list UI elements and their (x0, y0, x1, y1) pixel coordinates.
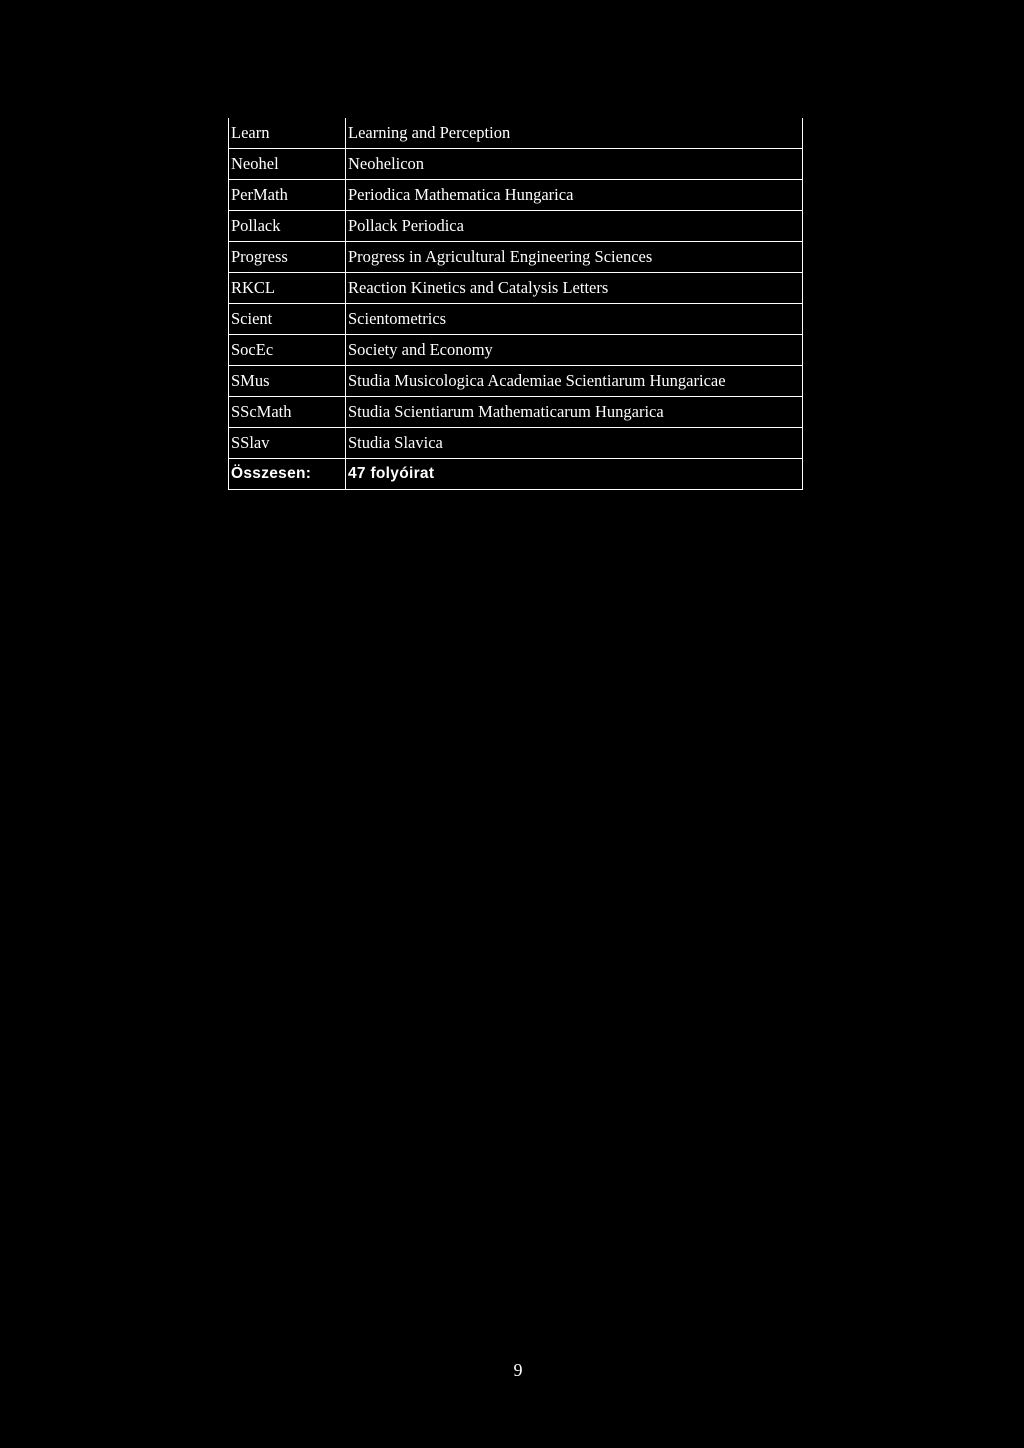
table-row (229, 180, 803, 211)
table-row (229, 149, 803, 180)
table-row (229, 242, 803, 273)
table-row (229, 304, 803, 335)
journal-abbreviation: Scient (229, 304, 346, 335)
table-row (229, 118, 803, 149)
journal-title: Society and Economy (346, 335, 803, 366)
journal-title: Studia Musicologica Academiae Scientiarum Hungaricae (346, 366, 803, 397)
table-row (229, 397, 803, 428)
table-row (229, 366, 803, 397)
total-row (229, 459, 803, 490)
journal-abbreviation: Pollack (229, 211, 346, 242)
table-row (229, 211, 803, 242)
table-row (229, 273, 803, 304)
journal-abbreviation: PerMath (229, 180, 346, 211)
journal-abbreviation: SMus (229, 366, 346, 397)
journal-table (228, 118, 803, 490)
total-label: Összesen: (229, 459, 346, 490)
journal-title: Scientometrics (346, 304, 803, 335)
table-row (229, 335, 803, 366)
journal-title: Neohelicon (346, 149, 803, 180)
journal-title: Periodica Mathematica Hungarica (346, 180, 803, 211)
page-number: 9 (513, 1360, 523, 1380)
table-row (229, 428, 803, 459)
total-value: 47 folyóirat (346, 459, 803, 490)
journal-abbreviation: Progress (229, 242, 346, 273)
journal-title: Studia Scientiarum Mathematicarum Hungarica (346, 397, 803, 428)
journal-title: Pollack Periodica (346, 211, 803, 242)
journal-title: Learning and Perception (346, 118, 803, 149)
journal-title: Reaction Kinetics and Catalysis Letters (346, 273, 803, 304)
journal-title: Progress in Agricultural Engineering Sciences (346, 242, 803, 273)
journal-abbreviation: SSlav (229, 428, 346, 459)
journal-abbreviation: RKCL (229, 273, 346, 304)
journal-title: Studia Slavica (346, 428, 803, 459)
journal-abbreviation: SocEc (229, 335, 346, 366)
journal-abbreviation: Neohel (229, 149, 346, 180)
journal-abbreviation: Learn (229, 118, 346, 149)
journal-abbreviation: SScMath (229, 397, 346, 428)
